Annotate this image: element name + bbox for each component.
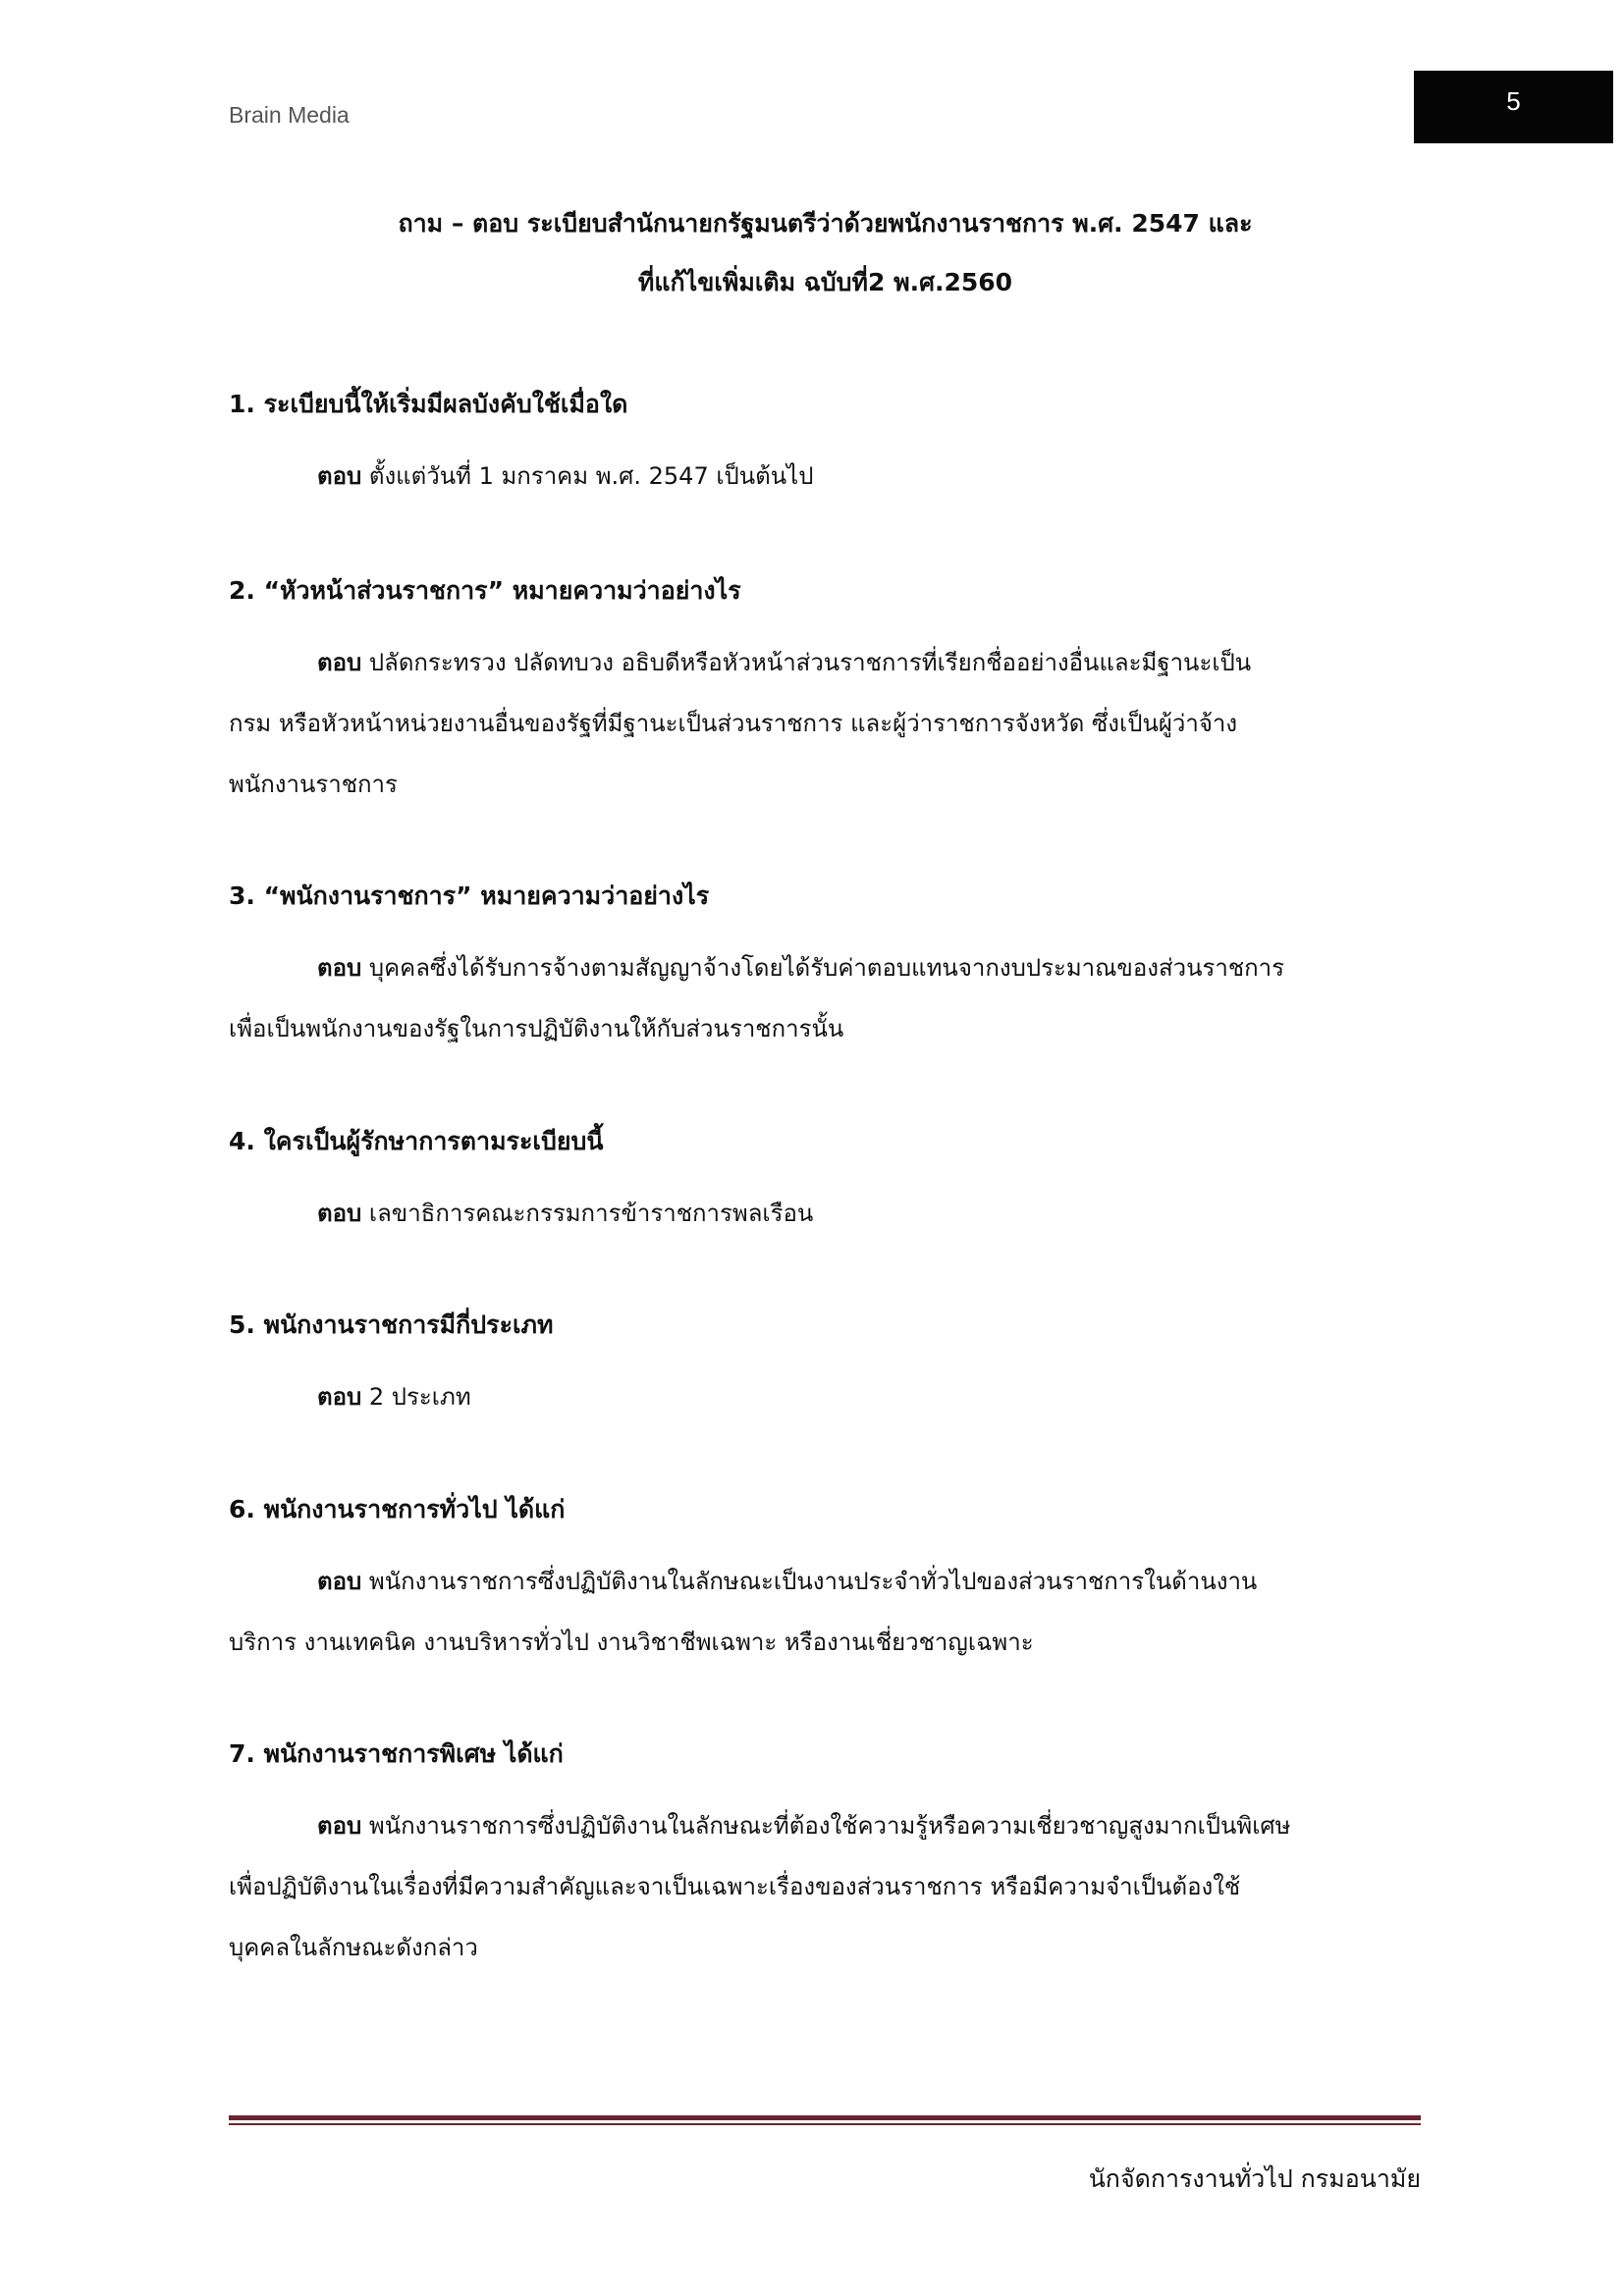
answer-7-line-1 <box>229 1795 1417 1856</box>
answer-1-text: ตั้งแต่วันที่ 1 มกราคม พ.ศ. 2547 เป็นต้นไป <box>368 462 814 490</box>
answer-6-line-1 <box>229 1551 1417 1612</box>
answer-5-text: 2 ประเภท <box>368 1383 471 1411</box>
answer-4-line-1 <box>229 1183 1417 1244</box>
answer-7-label: ตอบ <box>317 1812 362 1840</box>
question-4: 4. ใครเป็นผู้รักษาการตามระเบียบนี้ <box>229 1127 604 1155</box>
document-title-line1: ถาม – ตอบ ระเบียบสำนักนายกรัฐมนตรีว่าด้วยพนักงานราชการ พ.ศ. 2547 และ <box>398 209 1253 238</box>
answer-2-line-2: กรม หรือหัวหน้าหน่วยงานอื่นของรัฐที่มีฐานะเป็นส่วนราชการ และผู้ว่าราชการจังหวัด ซึ่งเป็นผู้ว่าจ้าง <box>229 710 1238 737</box>
qa-item-4 <box>229 1122 1417 1244</box>
answer-5 <box>229 1366 1417 1427</box>
answer-3-label: ตอบ <box>317 954 362 982</box>
qa-item-1 <box>229 385 1417 507</box>
qa-item-3 <box>229 877 1417 1059</box>
page-number: 5 <box>1506 86 1521 116</box>
answer-1 <box>229 446 1417 507</box>
answer-3-line-2: เพื่อเป็นพนักงานของรัฐในการปฏิบัติงานให้กับส่วนราชการนั้น <box>229 1015 844 1042</box>
answer-6-text-1: พนักงานราชการซึ่งปฏิบัติงานในลักษณะเป็นงานประจำทั่วไปของส่วนราชการในด้านงาน <box>368 1568 1258 1595</box>
footer-text: นักจัดการงานทั่วไป กรมอนามัย <box>1088 2164 1421 2193</box>
answer-4-label: ตอบ <box>317 1200 362 1227</box>
qa-item-2 <box>229 571 1417 815</box>
answer-2 <box>229 632 1417 815</box>
page-number-badge <box>1414 71 1613 143</box>
question-2: 2. “หัวหน้าส่วนราชการ” หมายความว่าอย่างไร <box>229 576 741 605</box>
qa-item-7 <box>229 1735 1417 1978</box>
question-1: 1. ระเบียบนี้ให้เริ่มมีผลบังคับใช้เมื่อใด <box>229 390 628 418</box>
answer-7-line-3: บุคคลในลักษณะดังกล่าว <box>229 1934 478 1961</box>
question-7: 7. พนักงานราชการพิเศษ ได้แก่ <box>229 1739 564 1768</box>
answer-2-line-3: พนักงานราชการ <box>229 771 398 798</box>
answer-2-line-1 <box>229 632 1417 693</box>
answer-3-line-1 <box>229 937 1417 998</box>
qa-item-6 <box>229 1490 1417 1673</box>
footer-divider-thick <box>229 2115 1421 2120</box>
answer-1-label: ตอบ <box>317 462 362 490</box>
answer-7-text-1: พนักงานราชการซึ่งปฏิบัติงานในลักษณะที่ต้องใช้ความรู้หรือความเชี่ยวชาญสูงมากเป็นพิเศษ <box>368 1812 1291 1840</box>
question-5: 5. พนักงานราชการมีกี่ประเภท <box>229 1310 554 1339</box>
answer-7 <box>229 1795 1417 1978</box>
footer-divider-thin <box>229 2123 1421 2125</box>
answer-1-line-1 <box>229 446 1417 507</box>
answer-7-line-2: เพื่อปฏิบัติงานในเรื่องที่มีความสำคัญและจาเป็นเฉพาะเรื่องของส่วนราชการ หรือมีความจำเป็นต้องใช้ <box>229 1873 1241 1900</box>
answer-4 <box>229 1183 1417 1244</box>
answer-5-label: ตอบ <box>317 1383 362 1411</box>
document-title-line2: ที่แก้ไขเพิ่มเติม ฉบับที่2 พ.ศ.2560 <box>637 268 1013 296</box>
answer-2-text-1: ปลัดกระทรวง ปลัดทบวง อธิบดีหรือหัวหน้าส่วนราชการที่เรียกชื่ออย่างอื่นและมีฐานะเป็น <box>368 649 1252 676</box>
answer-3 <box>229 937 1417 1059</box>
answer-3-text-1: บุคคลซึ่งได้รับการจ้างตามสัญญาจ้างโดยได้รับค่าตอบแทนจากงบประมาณของส่วนราชการ <box>368 954 1285 982</box>
answer-6-line-2: บริการ งานเทคนิค งานบริหารทั่วไป งานวิชาชีพเฉพาะ หรืองานเชี่ยวชาญเฉพาะ <box>229 1629 1034 1656</box>
question-6: 6. พนักงานราชการทั่วไป ได้แก่ <box>229 1495 566 1523</box>
answer-6 <box>229 1551 1417 1673</box>
answer-5-line-1 <box>229 1366 1417 1427</box>
answer-2-label: ตอบ <box>317 649 362 676</box>
answer-4-text: เลขาธิการคณะกรรมการข้าราชการพลเรือน <box>368 1200 814 1227</box>
qa-item-5 <box>229 1306 1417 1427</box>
question-3: 3. “พนักงานราชการ” หมายความว่าอย่างไร <box>229 881 710 910</box>
answer-6-label: ตอบ <box>317 1568 362 1595</box>
brand-name: Brain Media <box>229 102 350 128</box>
